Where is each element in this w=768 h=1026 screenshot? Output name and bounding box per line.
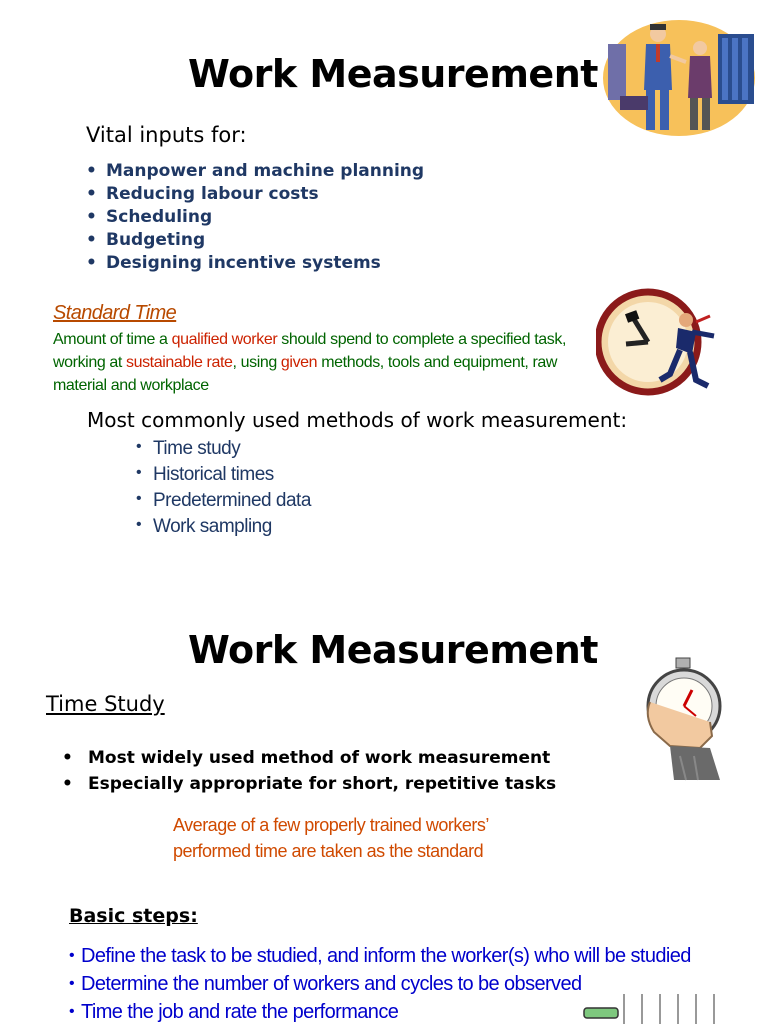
list-item: • Work sampling — [136, 514, 311, 540]
list-item: • Reducing labour costs — [84, 183, 424, 206]
list-item: • Determine the number of workers and cycles to be observed — [69, 970, 691, 998]
def-text: , using — [232, 354, 281, 371]
list-item: • Designing incentive systems — [84, 252, 424, 275]
def-highlight-qualified: qualified worker — [171, 331, 278, 348]
def-text: methods, tools and equipment, raw material and workplace — [53, 354, 558, 394]
stopwatch-icon — [640, 656, 736, 784]
standard-time-definition — [53, 328, 573, 397]
basic-steps-heading: Basic steps: — [69, 905, 198, 927]
standard-note — [173, 812, 489, 864]
list-item: • Time the job and rate the performance — [69, 998, 691, 1026]
tailor-measuring-icon — [600, 14, 758, 138]
list-item: • Historical times — [136, 462, 311, 488]
clock-runner-icon — [596, 288, 720, 398]
list-item: • Most widely used method of work measurement — [62, 745, 556, 771]
list-item: • Scheduling — [84, 206, 424, 229]
def-text: should spend to complete a specified task, working at — [53, 331, 567, 371]
clipboard-fragment-clipart — [580, 994, 720, 1024]
note-line: Average of a few properly trained workers’ — [173, 815, 489, 835]
time-study-points — [62, 745, 556, 797]
vital-inputs-list — [84, 160, 424, 275]
def-highlight-given: given — [280, 354, 318, 371]
methods-heading: Most commonly used methods of work measurement: — [87, 408, 628, 432]
list-item: • Especially appropriate for short, repetitive tasks — [62, 771, 556, 797]
tailor-measuring-clipart — [600, 14, 758, 138]
slide2-title: Work Measurement — [188, 628, 598, 672]
slide1-title: Work Measurement — [188, 52, 598, 96]
list-item: • Manpower and machine planning — [84, 160, 424, 183]
list-item: • Define the task to be studied, and inform the worker(s) who will be studied — [69, 942, 691, 970]
def-highlight-rate: sustainable rate — [125, 354, 233, 371]
vital-inputs-heading: Vital inputs for: — [86, 123, 247, 147]
def-text: Amount of time a — [53, 331, 172, 348]
time-study-subtitle: Time Study — [46, 692, 165, 716]
list-item: • Predetermined data — [136, 488, 311, 514]
list-item: • Time study — [136, 436, 311, 462]
note-line: performed time are taken as the standard — [173, 841, 484, 861]
standard-time-title: Standard Time — [53, 302, 177, 324]
stopwatch-hand-clipart — [640, 656, 736, 784]
clipboard-icon — [580, 994, 720, 1024]
list-item: • Budgeting — [84, 229, 424, 252]
clock-runner-clipart — [596, 288, 720, 398]
methods-list — [136, 436, 311, 540]
